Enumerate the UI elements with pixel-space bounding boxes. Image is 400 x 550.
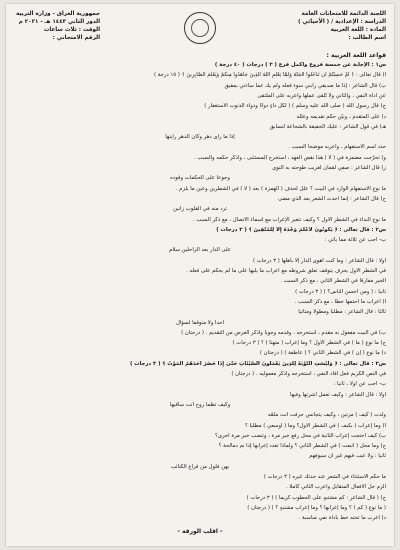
header-exam-number: الرقم الامتحاني :	[52, 35, 101, 41]
exam-line: ب) قال الشاعر : إذا ما صديقي رابني سوء فعله ولم يك عما ساءني بمفيق	[224, 82, 386, 89]
exam-paper	[6, 4, 394, 546]
exam-line: الخير مفارقاً في الشطر الثاني ، مع ذكر السبب .	[280, 278, 386, 285]
exam-line: س٢ : قال تعالى : ﴿ يَكُونُونَ لَأَعْلَمَ وَحْدَهُ إِلَّا لِلْمُتَّقِينَ ﴾ ( ٣ درجات )	[216, 226, 386, 233]
exam-line: ج) ( قال الشاعر : كم مشتبهٍ على الحطوب كريما ) ( ٣ درجات )	[246, 494, 386, 501]
exam-line: س٣ : قال تعالى : ﴿ وَلَيْسَتِ التَّوْبَةُ لِلَّذِينَ يَعْمَلُونَ السَّيِّئَاتِ حَتَّىٰ إِذَا حَضَرَ أَحَدَهُمُ الْمَوْتُ ﴾ ( ٣ درجات )	[129, 360, 386, 367]
exam-line: س١ : الإجابة عن خمسة فروع وأكمل فرع ( ٣ ) درجات ( ٤٠ درجة )	[214, 62, 386, 68]
exam-line: ثانياً : ولا عيب فيهم غير أن سيوفهم	[309, 453, 386, 460]
exam-line: ج) ما نوع ( ما ) في الشطر الأول ؟ وما إعراب ( متهتاً ) ؟ ( ٣ درجات )	[232, 340, 386, 347]
exam-line: في الشطر الأول يحرف يتوقف تعلق شروطه مع اعراب ما يليها على ما لم يحكم على فعله .	[186, 268, 386, 274]
exam-line: ما نوع الاستفهام الوارد في البيت ؟ علل لحذف ( الهمزة ) بعد ( لا ) في الشطرين وعين ما يلزم .	[175, 185, 386, 192]
exam-line: أحداً ولا متوقفاً لسؤال	[175, 319, 225, 326]
exam-line: د) على المتقدم ، وبيّن حكم تقديمه وعلّله	[296, 113, 386, 120]
exam-line: أولاً : قال الشاعر : وما كنت أهوى الدار إلا بأهلها ( ٣ درجات )	[252, 257, 386, 264]
exam-line: ترد منه في القلوب زانين	[172, 206, 228, 213]
exam-line: ح) قال الشاعر : إنما أحدث الشعر بعد الذي مضى	[277, 195, 386, 202]
header-right	[298, 10, 386, 42]
header-left	[16, 10, 100, 42]
exam-line: أ) قال تعالى : ﴿ أَمْ حَسِبْتُمْ أَن تَدْخُلُوا الْجَنَّةَ وَلَمَّا يَعْلَمِ اللَّهُ الَّذِينَ جَاهَدُوا مِنكُمْ وَيَعْلَمَ الصَّابِرِينَ ﴾ ( ١٥ درجة )	[153, 72, 386, 79]
exam-line: وكيف تظمأ روح أنت ساقيها	[169, 401, 231, 408]
header-subject: المادة : اللغة العربية	[330, 27, 386, 33]
section-title: قواعد اللغة العربية :	[326, 52, 386, 59]
exam-line: ثانياً : ( ومن أحسن الناس؟ ) ( ٣ درجات )	[295, 288, 386, 295]
header-session: الدور الثاني ١٤٤٣ هـ - ٢٠٢١ م	[18, 19, 101, 25]
ministry-emblem	[184, 12, 216, 44]
exam-line: د) ما نوع ( إن ) في الشطر الثاني ؟ ( عاطفة ) ( درجتان )	[259, 350, 386, 357]
header-study: الدراسة : الإعدادية / ( الأحيائي )	[297, 19, 386, 25]
header-time: الوقت : ثلاث ساعات	[43, 27, 101, 33]
exam-line: في النص الكريم فعل أفاد النفي ، استخرجه واذكر معموليه . ( درجتان )	[231, 371, 386, 377]
exam-line: ب- أجب عن ثلاثة مما يأتي :	[324, 237, 386, 244]
exam-line: وجوعاً على الحكمات وقوده	[170, 175, 230, 182]
exam-line: ولدت ( كيف ) مرتين ، وكيف يتجانس حرفت أنت ملمّه	[267, 412, 386, 419]
turn-page-note: - اقلب الورقة -	[177, 528, 223, 535]
exam-line: بهن فلول من قراع الكتائب	[170, 463, 230, 470]
exam-line: ج) قال رسول الله ( صلى الله عليه وسلم ) ( لكل داءٍ دواءٌ ودواء الذنوب الاستغفار )	[204, 103, 386, 110]
exam-line: أ) اعراب ما احتمها خطأ ، مع ذكر السبب .	[294, 298, 386, 305]
exam-line: الزم حل الأفعال المتقابل وأعرب الثاني كاملاً .	[285, 484, 386, 491]
exam-line: ثالثاً : قال الشاعر : مطلباً ومطولاً ومتأتياً	[298, 309, 386, 316]
exam-line: إذا ما رأى دهر وكان الدهر رايتها	[165, 134, 235, 141]
exam-line: ما نوع النداء في الشطر الأول ؟ وكيف تتغير الإعراب مع أسماء الاتصال ، مع ذكر السبب .	[192, 216, 386, 223]
header-committee: اللجنة الدائمة للامتحانات العامة	[301, 11, 386, 17]
exam-line: و) تحرّجت مضمرة في ( لا ) هذا نقض العهد ، استخرج المستثنى ، واذكر حكمه والسبب .	[194, 154, 386, 161]
exam-line: ما حكم الاستثناء في الشعر عند حدثك غيره ( ٣ درجات )	[263, 474, 386, 480]
exam-line: أولاً : قال الشاعر : وكيف تعمل أشرتها وفيها	[290, 391, 386, 398]
exam-line: هـ) في قول الشاعر : عليك الحقيقة بالشجاعة لتسابق	[269, 123, 386, 130]
exam-line: عن أداة النفي ، والثاني ولا تُلقى عملها وأعربه على الملتقى	[257, 92, 386, 99]
exam-line: ب) كيف احتجت إعراب الثانية في محل رفع خبر مرة ، وتنصب خبر مرة أخرى؟	[215, 432, 386, 439]
exam-line: ب- أجب عن أولاً ، ثانياً :	[333, 381, 386, 388]
exam-line: على الدار بعد الراحلين سلام	[169, 247, 231, 254]
exam-line: د) اعرب ما تحته خط بأداة نفي مناسبة .	[298, 515, 386, 522]
exam-line: ز) قال الشاعر : صفي لقمان لغريب طوحته به النوى	[272, 165, 386, 171]
header-student-name: اسم الطالب :	[348, 35, 386, 41]
exam-line: حدد اسم الاستفهام ، واعربه موضحاً السبب .	[288, 144, 386, 151]
exam-line: ب) في البيت مفعول به مقدم ، استخرجه ، وقدمه وجوباً وأذكر الغرض من التقديم . ( درجتان )	[181, 329, 386, 336]
exam-line: ج) وما محل ( اتبعت ) في الشطر الثاني ؟ ولماذا تعدد إعرابها إذا تم دمالحة ؟	[218, 443, 386, 450]
header-country: جمهورية العراق - وزارة التربية	[16, 11, 101, 17]
exam-line: أ) وما إعراب ( بكيف ) في الشطر الأول؟ وما ( أوسعي ) مطلباً ؟	[244, 422, 386, 429]
exam-line: ( ما نوع ( كم ) ؟ وما إعرابها ؟ وما إعراب مشتبهٍ ؟ ) ( درجتان )	[247, 504, 386, 511]
